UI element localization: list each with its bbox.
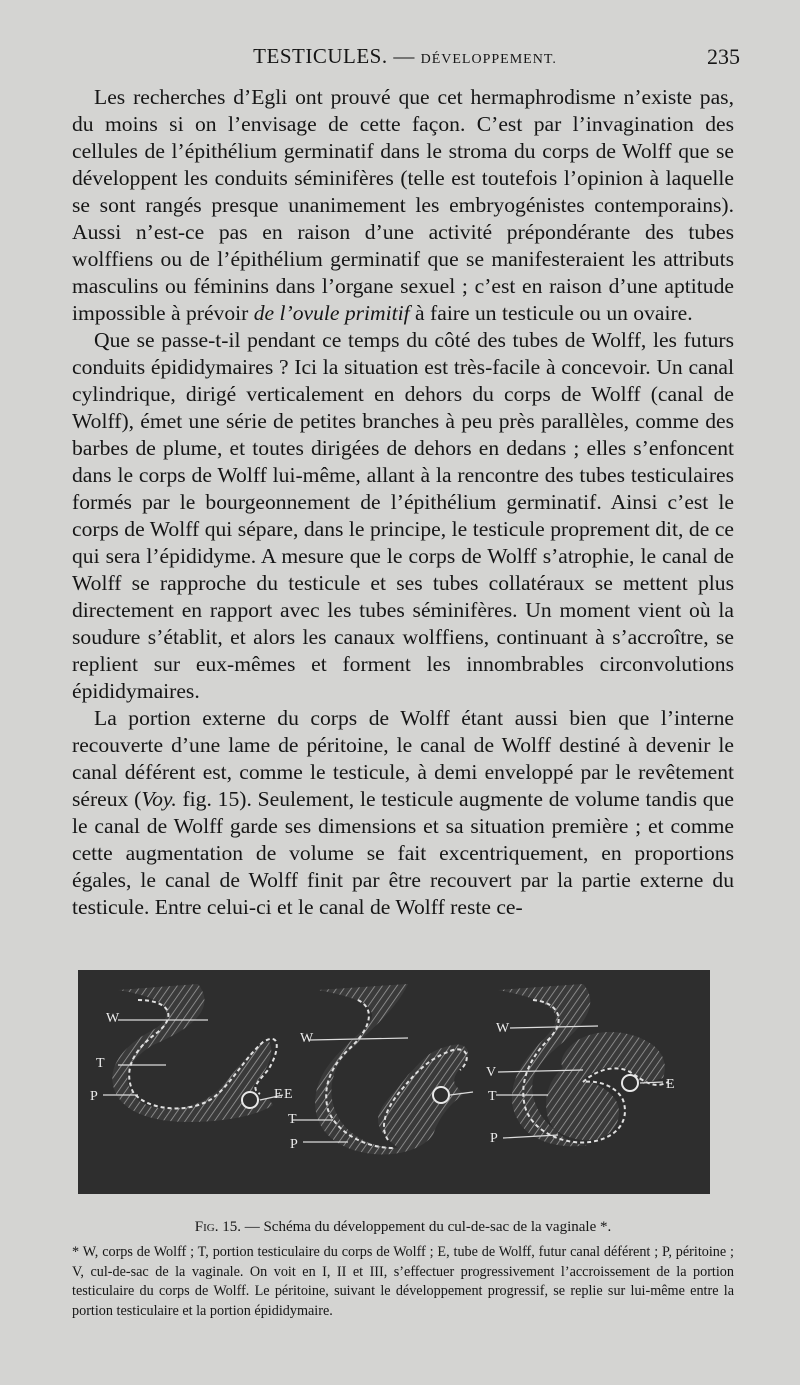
header-dash: — — [393, 44, 415, 68]
wolff-tube-circle — [242, 1092, 258, 1108]
paragraph-3 — [72, 705, 734, 921]
figure-label: Fig. 15. — [194, 1219, 241, 1235]
paragraph-2 — [72, 327, 734, 705]
paragraph-3-end: fig. 15). Seulement, le testicule augmente de volume tandis que le canal de Wolff garde ses dimensions et sa situation première ; et comme cette augmentation de volume se fait excentriquement, en proportions égales, le canal de Wolff finit par être recouvert par la partie externe du testicule. Entre celui-ci et le canal de Wolff reste ce- — [72, 787, 734, 919]
label-e-1: E — [284, 1087, 293, 1102]
label-e-2: E — [274, 1087, 283, 1102]
figure-schema — [78, 970, 710, 1194]
testicular-portion-shape — [315, 984, 468, 1154]
label-p-3: P — [490, 1131, 498, 1146]
paragraph-1-text: Les recherches d’Egli ont prouvé que cet hermaphrodisme n’existe pas, du moins si on l’envisage de cette façon. C’est par l’invagination des cellules de l’épithélium germinatif dans le stroma du corps de Wolff que se développent les conduits séminifères (telle est toutefois l’opinion à laquelle se sont rangés presque unanimement les embryogénistes contemporains). Aussi n’est-ce pas en raison d’une activité prépondérante des tubes wolffiens ou de l’épithélium germinatif que se manifesteraient les attributs masculins ou féminins dans l’organe sexuel ; c’est en raison d’une aptitude impossible à prévoir — [72, 85, 734, 325]
running-title — [70, 44, 740, 69]
paragraph-1-end: à faire un testicule ou un ovaire. — [409, 301, 693, 325]
label-p-2: P — [290, 1137, 298, 1152]
paragraph-1-italic: de l’ovule primitif — [253, 301, 410, 325]
paragraph-2-text: Que se passe-t-il pendant ce temps du côté des tubes de Wolff, les futurs conduits épididymaires ? Ici la situation est très-facile à concevoir. Un canal cylindrique, dirigé verticalement en dehors du corps de Wolff (canal de Wolff), émet une série de petites branches à peu près parallèles, comme des barbes de plume, et toutes dirigées de dehors en dedans ; elles s’enfoncent dans le corps de Wolff lui-même, allant à la rencontre des tubes testiculaires formés par le bourgeonnement de l’épithélium germinatif. Ainsi c’est le corps de Wolff qui sépare, dans le principe, le testicule proprement dit, de ce qui sera l’épididyme. A mesure que le corps de Wolff s’atrophie, le canal de Wolff se rapproche du testicule et ses tubes collatéraux se mettent plus directement en rapport avec les tubes séminifères. Un moment vient où la soudure s’établit, et alors les canaux wolffiens, continuant à s’accroître, se replient sur eux-mêmes et forment les innombrables circonvolutions épididymaires. — [72, 328, 734, 703]
stage-one-diagram — [90, 984, 293, 1122]
figure-15-illustration — [78, 970, 710, 1194]
section-title: DÉVELOPPEMENT. — [420, 52, 557, 67]
running-head — [70, 44, 740, 78]
paragraph-1 — [72, 84, 734, 327]
figure-title: — Schéma du développement du cul-de-sac de la vaginale *. — [244, 1219, 612, 1235]
label-t-3: T — [488, 1089, 497, 1104]
wolff-tube-circle — [622, 1075, 638, 1091]
figure-legend: * W, corps de Wolff ; T, portion testiculaire du corps de Wolff ; E, tube de Wolff, futur canal déférent ; P, péritoine ; V, cul-de-sac de la vaginale. On voit en I, II et III, s’effectuer progressivement l’accroissement de la portion testiculaire du corps de Wolff. Le péritoine, suivant le développement progressif, se replie sur lui-même entre la portion testiculaire et la portion épididymaire. — [72, 1244, 734, 1319]
body-text — [72, 84, 734, 921]
label-e-3: E — [666, 1077, 675, 1092]
paragraph-3-italic: Voy. — [141, 787, 177, 811]
label-w-2: W — [300, 1031, 314, 1046]
label-w-1: W — [106, 1011, 120, 1026]
label-t-1: T — [96, 1056, 105, 1071]
chapter-title: TESTICULES. — [253, 44, 388, 68]
figure-caption-title — [72, 1219, 734, 1236]
label-v-3: V — [486, 1065, 497, 1080]
label-p-1: P — [90, 1089, 98, 1104]
stage-three-diagram — [486, 984, 675, 1146]
testicular-portion-shape — [498, 984, 665, 1146]
stage-two-diagram — [274, 984, 473, 1154]
label-w-3: W — [496, 1021, 510, 1036]
wolff-tube-circle — [433, 1087, 449, 1103]
paragraph-3-text: La portion externe du corps de Wolff étant aussi bien que l’interne recouverte d’une lame de péritoine, le canal de Wolff destiné à devenir le canal déférent est, comme le testicule, à demi enveloppé par le revêtement séreux ( — [72, 706, 734, 811]
page-number: 235 — [707, 44, 740, 69]
label-t-2: T — [288, 1112, 297, 1127]
